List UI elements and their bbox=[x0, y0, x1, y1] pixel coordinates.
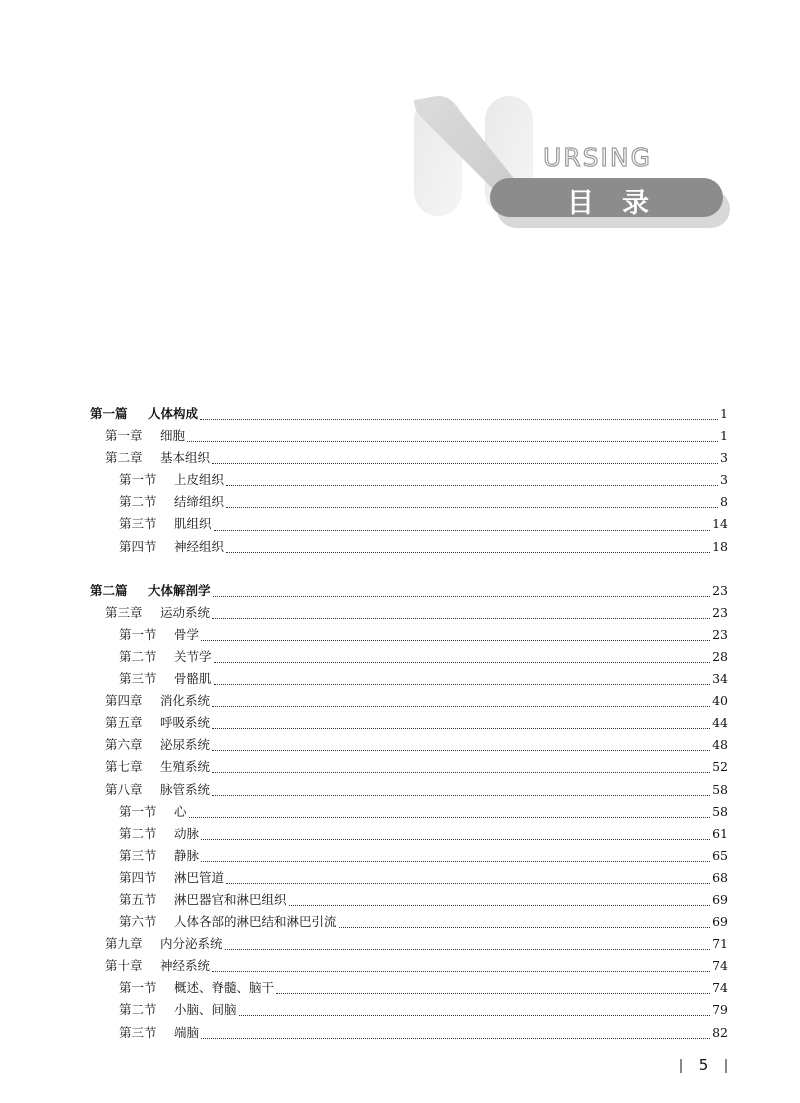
toc-entry-title: 泌尿系统 bbox=[160, 737, 211, 753]
toc-page-number: 69 bbox=[712, 891, 728, 907]
dot-leader bbox=[226, 551, 710, 553]
dot-leader bbox=[212, 771, 710, 773]
toc-section[interactable] bbox=[90, 801, 728, 823]
page-folio bbox=[680, 1056, 730, 1078]
toc-page-number: 8 bbox=[720, 494, 728, 510]
toc-page-number: 34 bbox=[712, 671, 728, 687]
toc-chapter[interactable] bbox=[90, 447, 728, 469]
toc-page-number: 58 bbox=[712, 803, 728, 819]
toc-entry-title: 端脑 bbox=[174, 1024, 200, 1040]
dot-leader bbox=[200, 418, 718, 420]
toc-section[interactable] bbox=[90, 999, 728, 1021]
toc-entry-label: 第二节 bbox=[119, 825, 157, 841]
toc-part-heading[interactable] bbox=[90, 403, 728, 425]
toc-page-number: 44 bbox=[712, 715, 728, 731]
toc-chapter[interactable] bbox=[90, 602, 728, 624]
toc-page-number: 61 bbox=[712, 825, 728, 841]
toc-entry-title: 骨骼肌 bbox=[174, 671, 212, 687]
toc-entry-title: 淋巴管道 bbox=[174, 869, 225, 885]
toc-entry-title: 人体各部的淋巴结和淋巴引流 bbox=[174, 914, 337, 930]
toc-entry-title: 小脑、间脑 bbox=[174, 1002, 237, 1018]
page-number: 5 bbox=[698, 1056, 709, 1074]
toc-page-number: 71 bbox=[712, 936, 728, 952]
toc-chapter[interactable] bbox=[90, 756, 728, 778]
page-title: 目录 bbox=[567, 188, 677, 219]
toc-entry-title: 淋巴器官和淋巴组织 bbox=[174, 891, 287, 907]
toc-entry-title: 心 bbox=[174, 803, 187, 819]
toc-page-number: 69 bbox=[712, 914, 728, 930]
dot-leader bbox=[212, 727, 710, 729]
toc-entry-title: 脉管系统 bbox=[160, 781, 211, 797]
toc-entry-label: 第六章 bbox=[105, 737, 143, 753]
toc-entry-label: 第一节 bbox=[119, 803, 157, 819]
toc-chapter[interactable] bbox=[90, 779, 728, 801]
toc-section[interactable] bbox=[90, 469, 728, 491]
toc-section[interactable] bbox=[90, 513, 728, 535]
toc-section[interactable] bbox=[90, 867, 728, 889]
toc-page-number: 1 bbox=[720, 406, 728, 421]
toc-page-number: 68 bbox=[712, 869, 728, 885]
toc-entry-label: 第六节 bbox=[119, 914, 157, 930]
toc-entry-title: 骨学 bbox=[174, 626, 200, 642]
toc-entry-label: 第二节 bbox=[119, 494, 157, 510]
toc-page-number: 14 bbox=[712, 516, 728, 532]
toc-part-label: 第二篇 bbox=[90, 582, 128, 598]
toc-page-number: 23 bbox=[712, 604, 728, 620]
toc-entry-label: 第二节 bbox=[119, 648, 157, 664]
toc-entry-label: 第五章 bbox=[105, 715, 143, 731]
toc-part-heading[interactable] bbox=[90, 580, 728, 602]
toc-entry-title: 细胞 bbox=[160, 428, 186, 444]
toc-chapter[interactable] bbox=[90, 734, 728, 756]
brand-text: URSING bbox=[543, 143, 652, 172]
dot-leader bbox=[225, 948, 711, 950]
folio-bar-right bbox=[725, 1059, 727, 1073]
toc-entry-title: 生殖系统 bbox=[160, 759, 211, 775]
toc-page-number: 23 bbox=[712, 582, 728, 598]
dot-leader bbox=[201, 838, 710, 840]
toc-section[interactable] bbox=[90, 536, 728, 558]
toc-entry-label: 第三章 bbox=[105, 604, 143, 620]
toc-page-number: 74 bbox=[712, 980, 728, 996]
toc-entry-title: 概述、脊髓、脑干 bbox=[174, 980, 275, 996]
toc-chapter[interactable] bbox=[90, 690, 728, 712]
toc-chapter[interactable] bbox=[90, 955, 728, 977]
toc-part-title: 大体解剖学 bbox=[148, 582, 211, 598]
dot-leader bbox=[212, 462, 718, 464]
toc-page-number: 1 bbox=[720, 428, 728, 444]
dot-leader bbox=[201, 860, 710, 862]
toc-entry-label: 第三节 bbox=[119, 516, 157, 532]
toc-page-number: 28 bbox=[712, 648, 728, 664]
toc-section[interactable] bbox=[90, 491, 728, 513]
dot-leader bbox=[212, 749, 710, 751]
toc-entry-label: 第四章 bbox=[105, 693, 143, 709]
dot-leader bbox=[214, 661, 711, 663]
dot-leader bbox=[289, 904, 711, 906]
toc-page-number: 82 bbox=[712, 1024, 728, 1040]
toc-page-number: 79 bbox=[712, 1002, 728, 1018]
toc-entry-label: 第一节 bbox=[119, 980, 157, 996]
toc-chapter[interactable] bbox=[90, 425, 728, 447]
toc-page-number: 52 bbox=[712, 759, 728, 775]
toc-part bbox=[90, 403, 728, 558]
toc-entry-title: 神经组织 bbox=[174, 538, 225, 554]
toc-part-title: 人体构成 bbox=[148, 406, 199, 421]
dot-leader bbox=[212, 970, 710, 972]
toc-entry-label: 第七章 bbox=[105, 759, 143, 775]
table-of-contents bbox=[90, 403, 728, 1044]
dot-leader bbox=[226, 882, 710, 884]
toc-section[interactable] bbox=[90, 823, 728, 845]
toc-entry-label: 第一节 bbox=[119, 626, 157, 642]
toc-entry-label: 第九章 bbox=[105, 936, 143, 952]
toc-entry-label: 第三节 bbox=[119, 847, 157, 863]
toc-entry-label: 第四节 bbox=[119, 538, 157, 554]
toc-entry-title: 内分泌系统 bbox=[160, 936, 223, 952]
dot-leader bbox=[276, 992, 710, 994]
dot-leader bbox=[201, 639, 710, 641]
toc-entry-title: 肌组织 bbox=[174, 516, 212, 532]
toc-entry-title: 静脉 bbox=[174, 847, 200, 863]
toc-page-number: 58 bbox=[712, 781, 728, 797]
dot-leader bbox=[339, 926, 711, 928]
toc-entry-title: 动脉 bbox=[174, 825, 200, 841]
toc-section[interactable] bbox=[90, 911, 728, 933]
toc-page-number: 18 bbox=[712, 538, 728, 554]
toc-entry-label: 第五节 bbox=[119, 891, 157, 907]
toc-section[interactable] bbox=[90, 977, 728, 999]
toc-entry-label: 第四节 bbox=[119, 869, 157, 885]
toc-page-number: 65 bbox=[712, 847, 728, 863]
toc-section[interactable] bbox=[90, 845, 728, 867]
toc-entry-title: 运动系统 bbox=[160, 604, 211, 620]
toc-entry-title: 基本组织 bbox=[160, 450, 211, 466]
toc-entry-label: 第二章 bbox=[105, 450, 143, 466]
toc-entry-title: 消化系统 bbox=[160, 693, 211, 709]
dot-leader bbox=[239, 1014, 711, 1016]
toc-entry-title: 上皮组织 bbox=[174, 472, 225, 488]
toc-entry-title: 结缔组织 bbox=[174, 494, 225, 510]
dot-leader bbox=[226, 484, 718, 486]
toc-entry-label: 第十章 bbox=[105, 958, 143, 974]
toc-section[interactable] bbox=[90, 646, 728, 668]
toc-part-label: 第一篇 bbox=[90, 406, 128, 421]
toc-entry-label: 第二节 bbox=[119, 1002, 157, 1018]
toc-section[interactable] bbox=[90, 668, 728, 690]
dot-leader bbox=[214, 683, 711, 685]
toc-entry-label: 第八章 bbox=[105, 781, 143, 797]
dot-leader bbox=[189, 816, 711, 818]
dot-leader bbox=[214, 529, 711, 531]
dot-leader bbox=[226, 506, 718, 508]
toc-page-number: 3 bbox=[720, 472, 728, 488]
dot-leader bbox=[212, 705, 710, 707]
toc-page-number: 48 bbox=[712, 737, 728, 753]
toc-entry-label: 第一节 bbox=[119, 472, 157, 488]
toc-part bbox=[90, 580, 728, 1044]
dot-leader bbox=[213, 595, 711, 597]
toc-entry-title: 神经系统 bbox=[160, 958, 211, 974]
toc-chapter[interactable] bbox=[90, 933, 728, 955]
toc-chapter[interactable] bbox=[90, 712, 728, 734]
page-header bbox=[0, 0, 800, 260]
toc-page-number: 74 bbox=[712, 958, 728, 974]
letter-n-icon bbox=[0, 0, 800, 260]
toc-section[interactable] bbox=[90, 624, 728, 646]
toc-page-number: 3 bbox=[720, 450, 728, 466]
toc-entry-label: 第三节 bbox=[119, 671, 157, 687]
dot-leader bbox=[212, 794, 710, 796]
toc-page-number: 40 bbox=[712, 693, 728, 709]
toc-entry-label: 第三节 bbox=[119, 1024, 157, 1040]
toc-section[interactable] bbox=[90, 889, 728, 911]
toc-section[interactable] bbox=[90, 1022, 728, 1044]
toc-entry-title: 呼吸系统 bbox=[160, 715, 211, 731]
toc-entry-label: 第一章 bbox=[105, 428, 143, 444]
dot-leader bbox=[201, 1037, 710, 1039]
toc-page-number: 23 bbox=[712, 626, 728, 642]
dot-leader bbox=[212, 617, 710, 619]
dot-leader bbox=[187, 440, 718, 442]
toc-entry-title: 关节学 bbox=[174, 648, 212, 664]
